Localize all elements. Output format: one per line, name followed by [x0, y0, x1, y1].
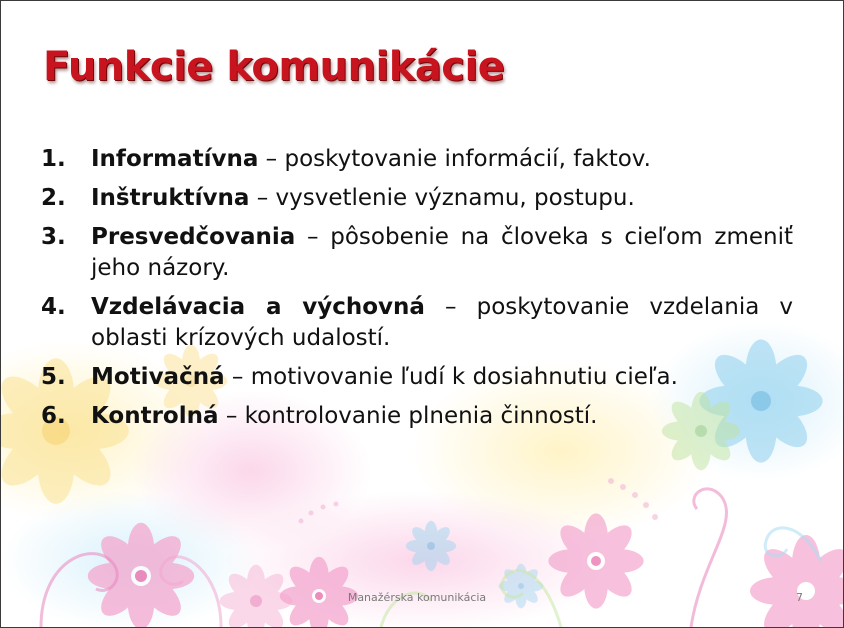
item-term: Informatívna	[91, 146, 259, 172]
item-description: – pôsobenie na človeka s cieľom zmeniť jeho názory.	[91, 224, 793, 281]
list-item	[41, 144, 793, 175]
item-description: – vysvetlenie významu, postupu.	[249, 185, 635, 211]
slide-footer: Manažérska komunikácia	[347, 591, 487, 604]
item-description: – poskytovanie vzdelania v oblasti krízových udalostí.	[91, 294, 793, 351]
item-number: 2.	[41, 185, 66, 211]
page-number: 7	[796, 591, 803, 604]
item-term: Kontrolná	[91, 403, 219, 429]
list-item	[41, 401, 793, 432]
functions-list	[41, 144, 793, 440]
list-item	[41, 362, 793, 393]
item-number: 1.	[41, 146, 66, 172]
list-item	[41, 222, 793, 284]
list-item	[41, 292, 793, 354]
item-term: Inštruktívna	[91, 185, 250, 211]
slide-title: Funkcie komunikácie	[43, 44, 505, 90]
item-term: Vzdelávacia a výchovná	[91, 294, 425, 320]
item-term: Presvedčovania	[91, 224, 296, 250]
item-number: 3.	[41, 224, 66, 250]
item-description: – kontrolovanie plnenia činností.	[218, 403, 598, 429]
item-number: 4.	[41, 294, 66, 320]
item-term: Motivačná	[91, 364, 225, 390]
item-number: 5.	[41, 364, 66, 390]
list-item	[41, 183, 793, 214]
item-description: – poskytovanie informácií, faktov.	[258, 146, 651, 172]
item-description: – motivovanie ľudí k dosiahnutiu cieľa.	[224, 364, 678, 390]
item-number: 6.	[41, 403, 66, 429]
